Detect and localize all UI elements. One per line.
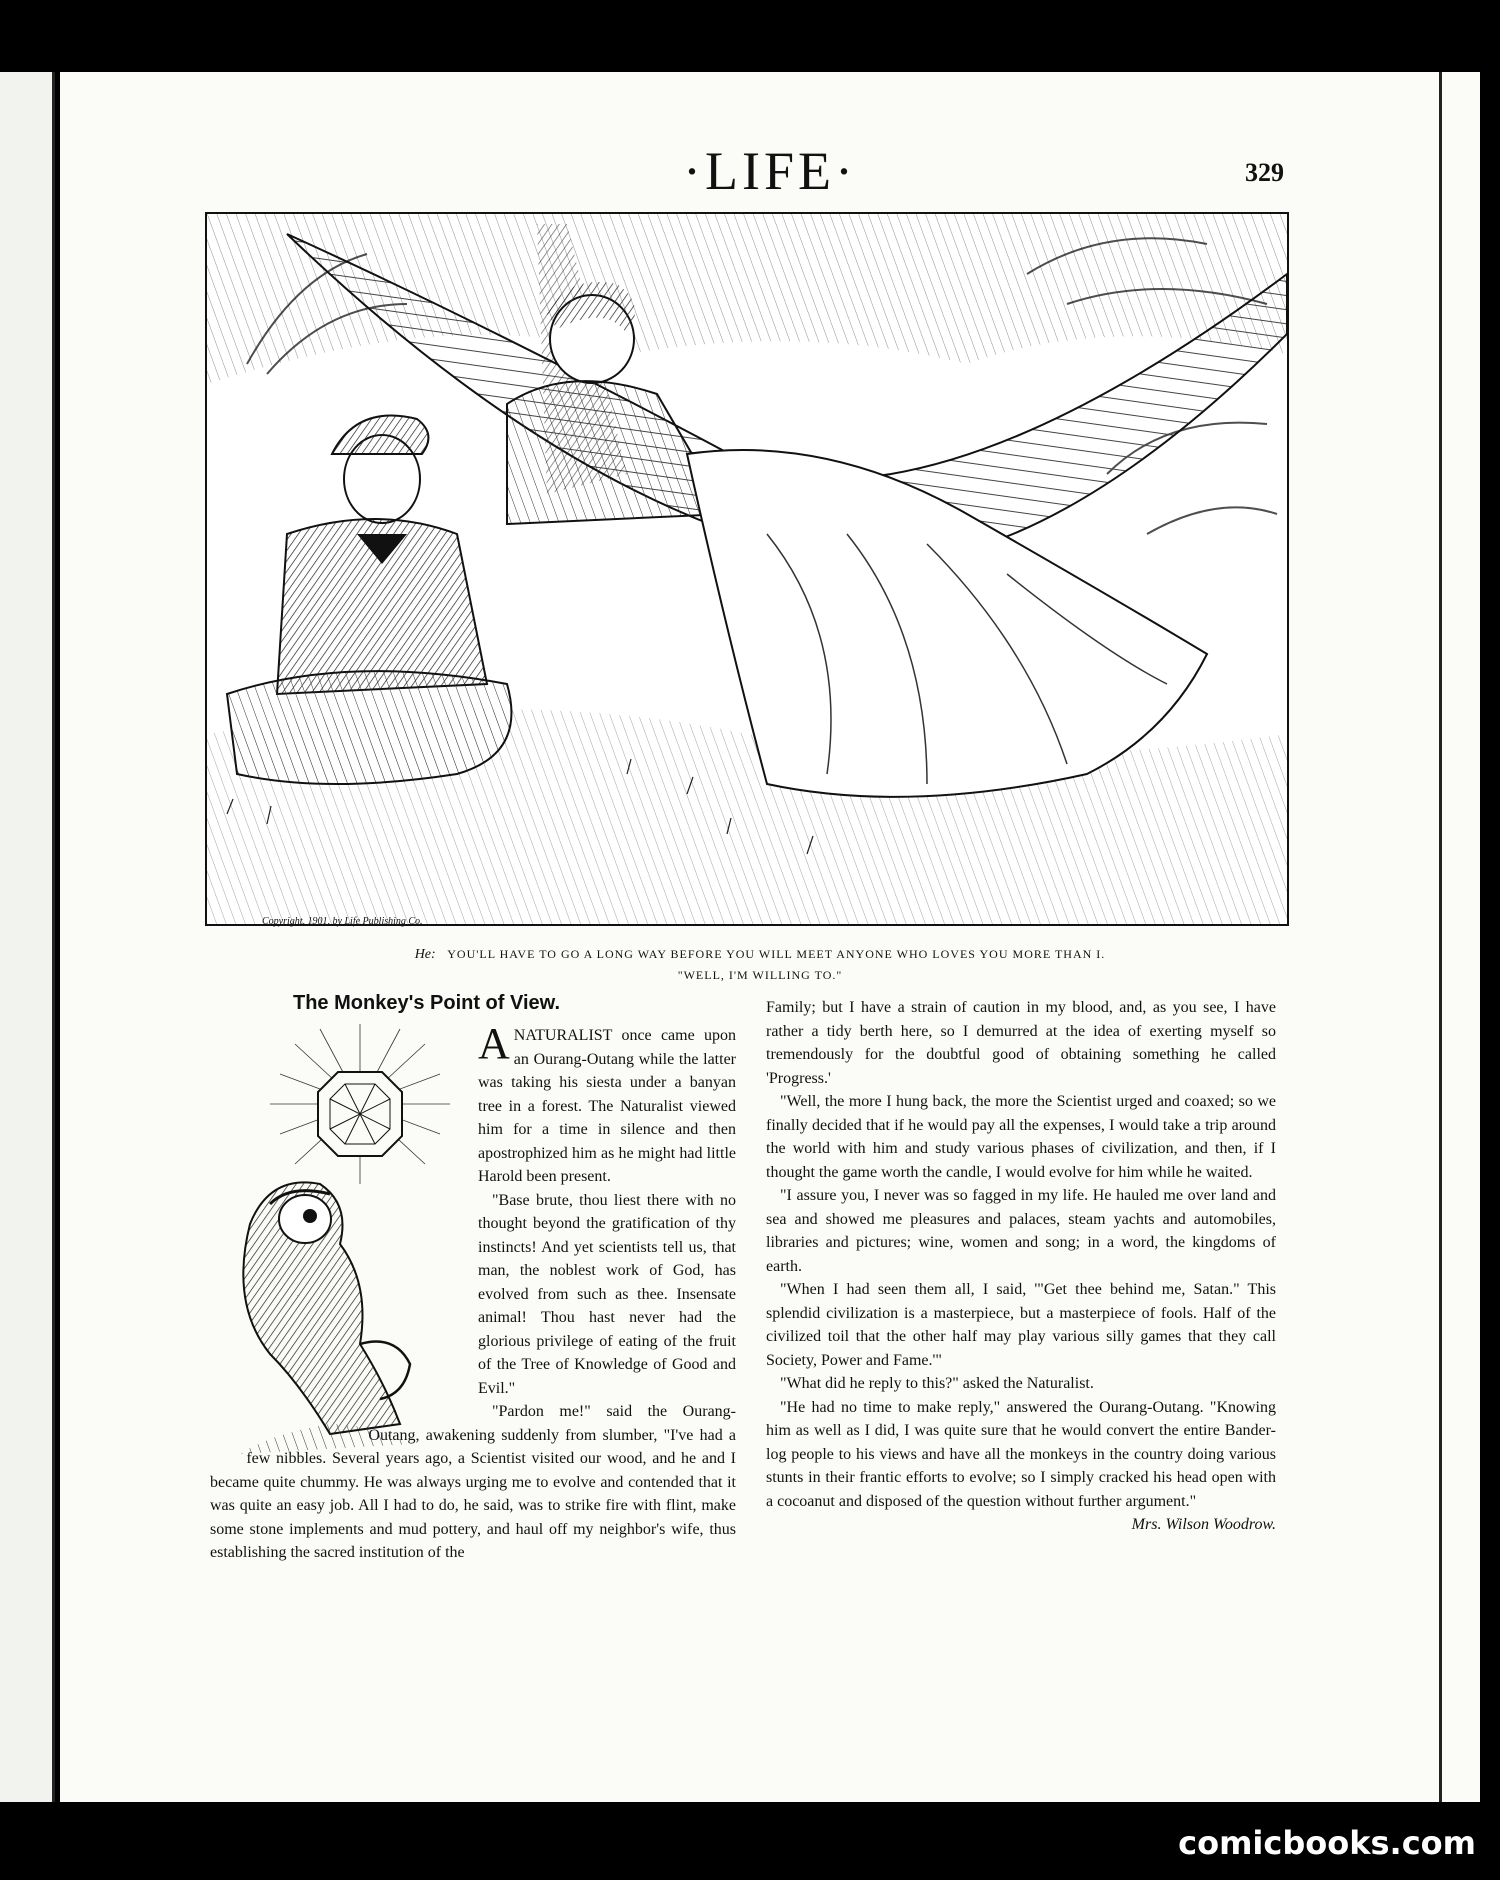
- right-paragraph: "What did he reply to this?" asked the Naturalist.: [780, 1375, 1094, 1392]
- right-paragraph: "I assure you, I never was so fagged in my life. He hauled me over land and sea and showed me pleasures and palaces, steam yachts and automobiles, libraries and pictures; wine, women and song; in a word, the kingdoms of earth.: [766, 1187, 1276, 1275]
- right-paragraph: Family; but I have a strain of caution in my blood, and, as you see, I have rather a tidy berth here, so I demurred at the idea of exerting myself so tremendously for the doubtful good of obtaining something he called 'Progress.': [766, 999, 1276, 1087]
- author-signature: Mrs. Wilson Woodrow.: [1131, 1516, 1276, 1533]
- site-watermark: comicbooks.com: [1178, 1824, 1476, 1862]
- caption-line-1: [350, 944, 1170, 966]
- left-paragraph: NATURALIST once came upon an Ourang-Outang while the latter was taking his siesta under a banyan tree in a forest. The Naturalist viewed him for a time in silence and then apostrophized him as he might had little Harold been present.: [478, 1027, 736, 1185]
- left-paragraph: "Base brute, thou liest there with no thought beyond the gratification of thy instincts! And yet scientists tell us, that man, the noblest work of God, has evolved from such as thee. Insensate animal! Thou hast never had the glorious privilege of eating of the fruit of the Tree of Knowledge of Good and Evil.": [478, 1191, 736, 1397]
- ourang-outang-drawing: [210, 1024, 472, 1454]
- right-paragraph: [766, 1396, 1276, 1533]
- hammock-illustration: [205, 212, 1289, 926]
- copyright-line: Copyright, 1901, by Life Publishing Co.: [262, 916, 423, 927]
- page-number: 329: [1245, 158, 1284, 187]
- article-column-right: [766, 996, 1276, 1537]
- caption-text-1: YOU'LL HAVE TO GO A LONG WAY BEFORE YOU WILL MEET ANYONE WHO LOVES YOU MORE THAN I.: [447, 947, 1106, 961]
- illustration-caption: [350, 944, 1170, 986]
- page-binding-edge: [1439, 72, 1442, 1802]
- article-title: The Monkey's Point of View.: [293, 992, 561, 1014]
- left-paragraph: "Pardon me!" said the Ourang-Outang, awakening suddenly from slumber, "I've had a few nibbles. Several years ago, a Scientist visited our wood, and he and I became quite chummy. He was always urging me to evolve and contended that it was quite an easy job. All I had to do, he said, was to strike fire with flint, make some stone implements and mud pottery, and haul off my neighbor's wife, thus establishing the sacred institution of the: [210, 1403, 736, 1561]
- caption-speaker: He:: [414, 947, 436, 962]
- drop-cap: A: [478, 1019, 510, 1068]
- final-paragraph-text: "He had no time to make reply," answered the Ourang-Outang. "Knowing him as well as I did, I was quite sure that he would convert the entire Bander-log people to his views and have all the monkeys in the country doing various stunts in their frantic efforts to evolve; so I simply cracked his head open with a cocoanut and disposed of the question without further argument.": [766, 1398, 1276, 1510]
- right-paragraph: "Well, the more I hung back, the more the Scientist urged and coaxed; so we finally decided that if he would pay all the expenses, I would take a trip around the world with him and study various phases of civilization, and then, if I thought the game worth the candle, I would evolve for him while he waited.: [766, 1093, 1276, 1181]
- article-column-left: [210, 1019, 736, 1684]
- illustration-drawing: [207, 214, 1287, 924]
- caption-line-2: "WELL, I'M WILLING TO.": [677, 968, 843, 983]
- ourang-outang-vignette: [210, 1024, 472, 1454]
- right-paragraph: "When I had seen them all, I said, '"Get thee behind me, Satan." This splendid civilization is a masterpiece, but a masterpiece of fools. Half of the civilized toil that the other half may play various silly games that they call Society, Power and Fame.'": [766, 1281, 1276, 1369]
- masthead-title: ·LIFE·: [683, 141, 857, 201]
